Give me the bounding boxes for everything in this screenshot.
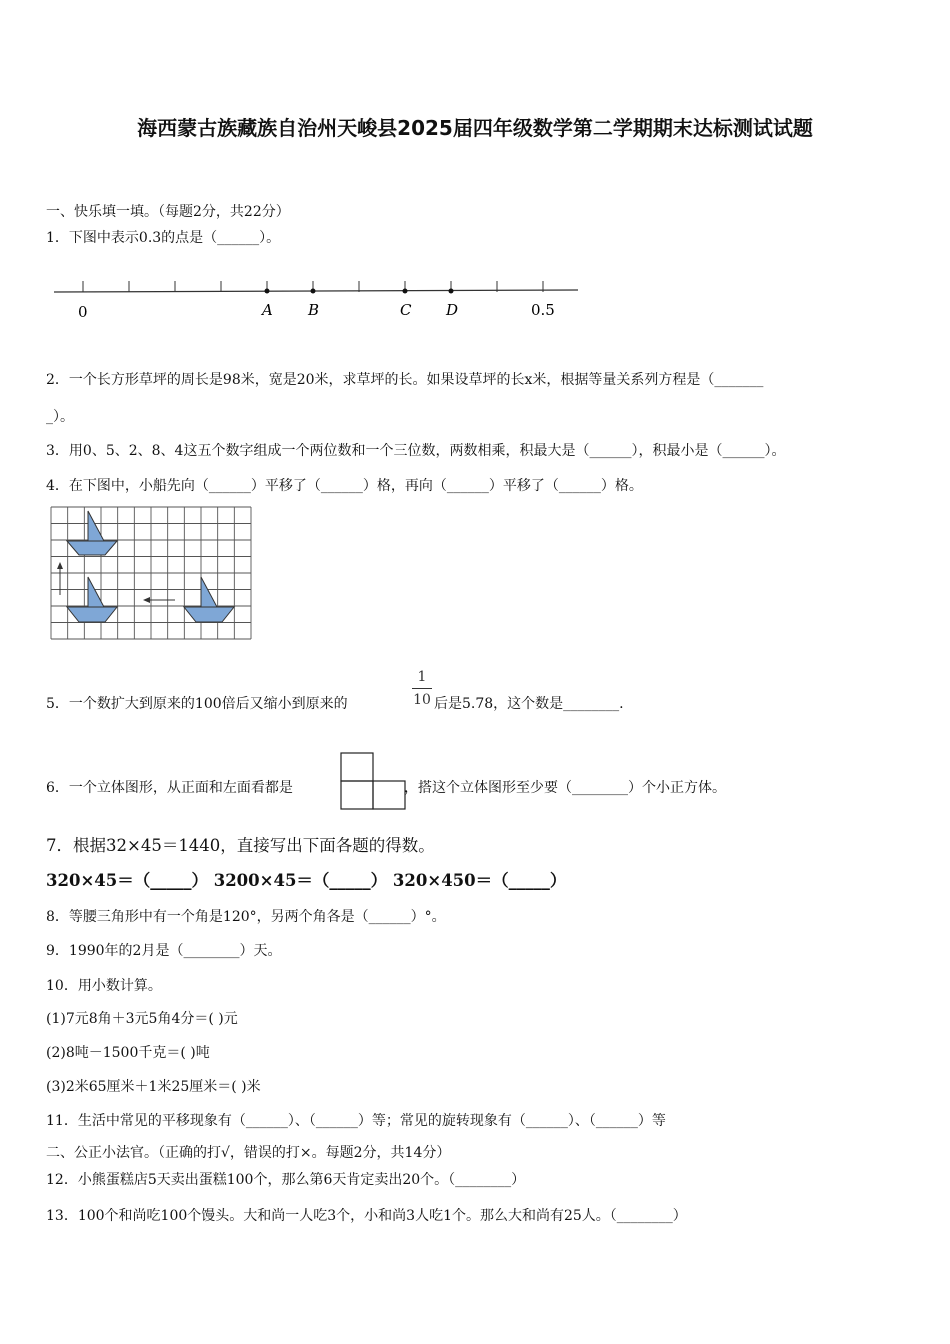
question-8: 8．等腰三角形中有一个角是120°，另两个角各是（______）°。 [46,909,446,925]
question-5-before: 5．一个数扩大到原来的100倍后又缩小到原来的 [46,696,348,712]
question-1: 1．下图中表示0.3的点是（______）。 [46,230,281,246]
number-line-end-label: 0.5 [531,301,555,319]
number-line-point-b [311,289,316,294]
question-4: 4．在下图中，小船先向（______）平移了（______）格，再向（______）平移了（______）格。 [46,478,643,494]
question-3: 3．用0、5、2、8、4这五个数字组成一个两位数和一个三位数，两数相乘，积最大是（______），积最小是（______）。 [46,443,786,459]
view-shape-figure [340,752,410,812]
question-10-part-1: (1)7元8角＋3元5角4分＝( )元 [46,1011,238,1027]
number-line-figure [0,272,600,322]
question-6-before: 6．一个立体图形，从正面和左面看都是 [46,780,293,796]
number-line-axis [54,290,578,292]
question-5-after: 后是5.78，这个数是________. [434,696,624,712]
boat-bottom-right [184,577,234,622]
page-title: 海西蒙古族藏族自治州天峻县2025届四年级数学第二学期期末达标测试试题 [137,116,813,140]
question-11: 11．生活中常见的平移现象有（______）、（______）等；常见的旋转现象有（______）、（______）等 [46,1113,666,1129]
question-10: 10．用小数计算。 [46,978,162,994]
question-6-after: ，搭这个立体图形至少要（________）个小正方体。 [404,780,726,796]
section-2-heading: 二、公正小法官。（正确的打√，错误的打×。每题2分，共14分） [46,1145,451,1161]
question-9: 9．1990年的2月是（________）天。 [46,943,282,959]
number-line-point-a [265,289,270,294]
question-7: 7．根据32×45＝1440，直接写出下面各题的得数。 [46,836,435,855]
question-10-part-3: (3)2米65厘米＋1米25厘米＝( )米 [46,1079,261,1095]
boat-grid-figure [51,507,261,647]
number-line-point-d [449,289,454,294]
question-13: 13．100个和尚吃100个馒头。大和尚一人吃3个，小和尚3人吃1个。那么大和尚有25人。（________） [46,1208,687,1224]
up-arrow-icon [57,562,63,595]
question-2-line-1: 2．一个长方形草坪的周长是98米，宽是20米，求草坪的长。如果设草坪的长x米，根据等量关系列方程是（_______ [46,372,764,388]
section-1-heading: 一、快乐填一填。（每题2分，共22分） [46,204,290,220]
boat-top [67,511,117,555]
number-line-point-label: A [262,301,273,319]
number-line-point-label: C [400,301,412,319]
left-arrow-icon [143,597,175,603]
question-2-line-2: _）。 [46,409,74,425]
number-line-point-label: B [308,301,320,319]
boat-bottom-left [67,577,117,622]
question-12: 12．小熊蛋糕店5天卖出蛋糕100个，那么第6天肯定卖出20个。（________） [46,1172,526,1188]
fraction-numerator: 1 [417,669,427,685]
fraction-one-tenth [412,668,432,709]
number-line-point-c [403,289,408,294]
number-line-point-label: D [446,301,459,319]
question-7-items: 320×45＝（_____） 3200×45＝（_____） 320×450＝（_____） [46,871,567,890]
fraction-denominator: 10 [413,692,431,708]
number-line-start-label: 0 [78,303,88,321]
question-10-part-2: (2)8吨－1500千克＝( )吨 [46,1045,210,1061]
